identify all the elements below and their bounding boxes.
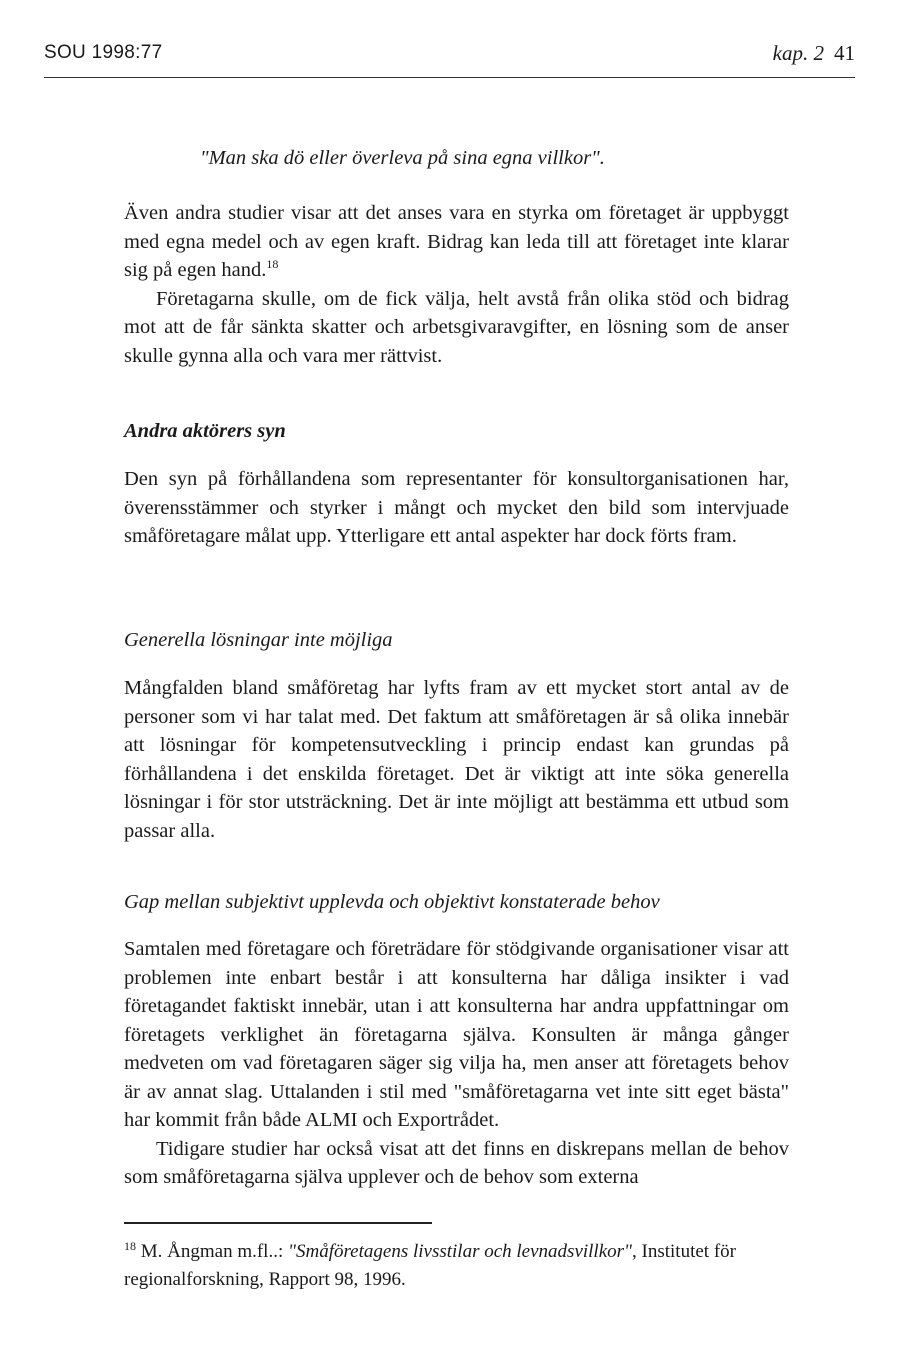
header-rule bbox=[44, 77, 855, 78]
footnote-rule bbox=[124, 1222, 432, 1224]
paragraph: Den syn på förhållandena som representanter för konsultorganisationen har, överensstämmer och styrker i mångt och mycket den bild som intervjuade småföretagare målat upp. Ytterligare ett antal aspekter har dock förts fram. bbox=[124, 468, 789, 547]
intro-text bbox=[124, 199, 789, 370]
paragraph: Samtalen med företagare och företrädare för stödgivande organisationer visar att problemen inte enbart består i att konsulterna har dåliga insikter i vad företagandet faktiskt innebär, utan i att konsulterna har andra uppfattningar om företagets verklighet än företagarna själva. Konsulten är många gånger medveten om vad företagaren säger sig vilja ha, men anser att företagets behov är av annat slag. Uttalanden i stil med "småföretagarna vet inte sitt eget bästa" har kommit från både ALMI och Exportrådet. bbox=[124, 938, 789, 1131]
footnote-source: , Institutet för regionalforskning, Rapport 98, 1996. bbox=[124, 1241, 736, 1290]
section-heading: Gap mellan subjektivt upplevda och objektivt konstaterade behov bbox=[124, 891, 660, 913]
footnote-author: M. Ångman m.fl..: bbox=[136, 1241, 288, 1262]
footnote bbox=[124, 1238, 804, 1294]
page-number: 41 bbox=[834, 41, 855, 65]
footnote-reference: 18 bbox=[266, 257, 279, 271]
section-text bbox=[124, 935, 789, 1192]
paragraph: Mångfalden bland småföretag har lyfts fram av ett mycket stort antal av de personer som vi har talat med. Det faktum att småföretagen är så olika innebär att lösningar för kompetensutveckling i princip endast kan grundas på förhållandena i det enskilda företaget. Det är viktigt att inte söka generella lösningar i för stor utsträckning. Det är inte möjligt att bestämma ett utbud som passar alla. bbox=[124, 677, 789, 842]
paragraph bbox=[124, 199, 789, 285]
section-heading: Generella lösningar inte möjliga bbox=[124, 629, 393, 651]
footnote-number: 18 bbox=[124, 1239, 136, 1253]
running-header bbox=[44, 38, 855, 68]
paragraph: Företagarna skulle, om de fick välja, helt avstå från olika stöd och bidrag mot att de får sänkta skatter och arbetsgivaravgifter, en lösning som de anser skulle gynna alla och vara mer rättvist. bbox=[124, 287, 789, 367]
quote: "Man ska dö eller överleva på sina egna villkor". bbox=[200, 147, 605, 169]
section-heading: Andra aktörers syn bbox=[124, 420, 286, 442]
publication-id: SOU 1998:77 bbox=[44, 42, 163, 63]
paragraph: Tidigare studier har också visat att det finns en diskrepans mellan de behov som småföretagarna själva upplever och de behov som externa bbox=[124, 1137, 789, 1188]
footnote-title: "Småföretagens livsstilar och levnadsvillkor" bbox=[288, 1241, 633, 1262]
paragraph-text: Även andra studier visar att det anses vara en styrka om företaget är uppbyggt med egna medel och av egen kraft. Bidrag kan leda till att företaget inte klarar sig på egen hand. bbox=[124, 202, 789, 281]
chapter-label: kap. 2 bbox=[772, 41, 824, 65]
section-text bbox=[124, 674, 789, 845]
page-locator bbox=[773, 38, 855, 68]
section-text bbox=[124, 465, 789, 551]
